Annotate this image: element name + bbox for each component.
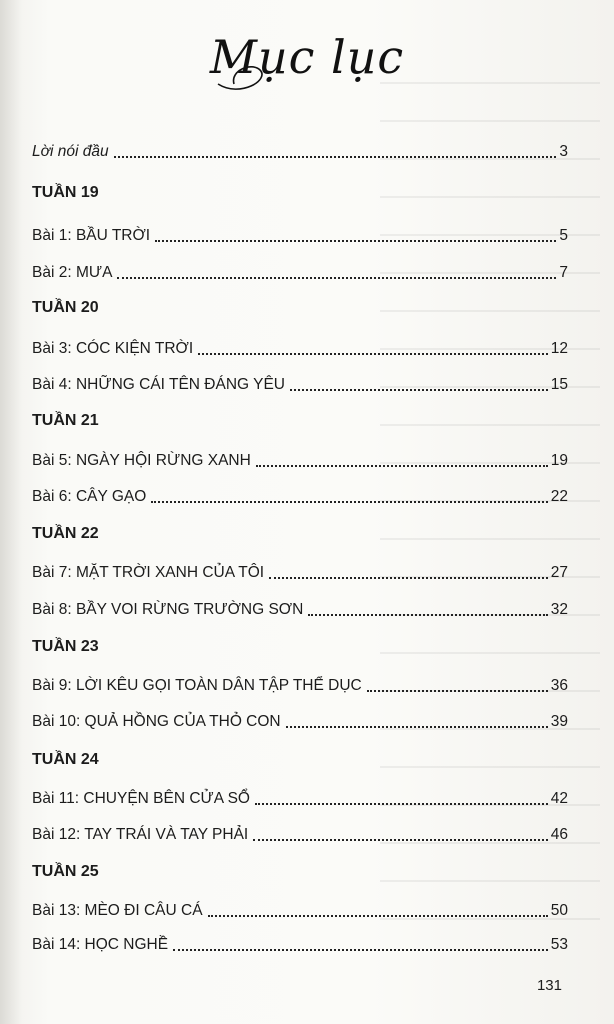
toc-entry-label: Bài 6: CÂY GẠO: [32, 488, 147, 505]
toc-entry-page: 39: [550, 713, 568, 730]
toc-entry-page: 15: [550, 376, 568, 393]
toc-entry-page: 53: [550, 936, 568, 953]
toc-entry: [32, 789, 568, 809]
toc-entry-label: Bài 9: LỜI KÊU GỌI TOÀN DÂN TẬP THỂ DỤC: [32, 677, 362, 694]
toc-entry-label: Bài 11: CHUYỆN BÊN CỬA SỔ: [32, 790, 250, 807]
toc-entry: [32, 226, 568, 246]
toc-entry: [32, 375, 568, 395]
toc-entry-label: Bài 5: NGÀY HỘI RỪNG XANH: [32, 452, 251, 469]
leader-dots: [290, 389, 548, 391]
toc-entry-label: Lời nói đầu: [32, 143, 109, 160]
toc-entry-page: 32: [550, 601, 568, 618]
toc-entry-page: 19: [550, 452, 568, 469]
toc-entry-page: 5: [559, 227, 568, 244]
page-title: Mục lục: [209, 30, 405, 84]
toc-entry-page: 27: [550, 564, 568, 581]
toc-entry: [32, 712, 568, 732]
toc-entry-page: 22: [550, 488, 568, 505]
toc-entry-label: Bài 4: NHỮNG CÁI TÊN ĐÁNG YÊU: [32, 376, 285, 393]
leader-dots: [286, 726, 548, 728]
leader-dots: [255, 803, 548, 805]
toc-entry-label: Bài 3: CÓC KIỆN TRỜI: [32, 340, 194, 357]
toc-entry-page: 46: [550, 826, 568, 843]
leader-dots: [269, 577, 548, 579]
toc-entry: [32, 487, 568, 507]
toc-entry: [32, 676, 568, 696]
toc-entry-page: 42: [550, 790, 568, 807]
toc-entry: [32, 600, 568, 620]
week-heading: TUẦN 23: [32, 638, 99, 655]
toc-entry: [32, 935, 568, 955]
toc-entry-page: 12: [550, 340, 568, 357]
leader-dots: [151, 501, 547, 503]
week-heading: TUẦN 19: [32, 184, 99, 201]
toc-entry: [32, 339, 568, 359]
leader-dots: [208, 915, 548, 917]
toc-entry-page: 7: [559, 264, 568, 281]
week-heading: TUẦN 24: [32, 751, 99, 768]
toc-entry-label: Bài 13: MÈO ĐI CÂU CÁ: [32, 902, 203, 919]
week-heading: TUẦN 20: [32, 299, 99, 316]
leader-dots: [367, 690, 548, 692]
toc-entry: [32, 825, 568, 845]
toc-entry-label: Bài 1: BẦU TRỜI: [32, 227, 151, 244]
toc-entry-page: 36: [550, 677, 568, 694]
toc-entry-label: Bài 7: MẶT TRỜI XANH CỦA TÔI: [32, 564, 265, 581]
toc-entry: [32, 901, 568, 921]
toc-entry-page: 3: [559, 143, 568, 160]
toc-entry-label: Bài 10: QUẢ HỒNG CỦA THỎ CON: [32, 713, 281, 730]
leader-dots: [155, 240, 556, 242]
leader-dots: [308, 614, 547, 616]
toc-entry-label: Bài 14: HỌC NGHỀ: [32, 936, 169, 953]
toc-entry: [32, 263, 568, 283]
week-heading: TUẦN 22: [32, 525, 99, 542]
leader-dots: [253, 839, 548, 841]
leader-dots: [117, 277, 556, 279]
toc-entry-label: Bài 2: MƯA: [32, 264, 113, 281]
toc-entry: [32, 142, 568, 162]
leader-dots: [114, 156, 557, 158]
toc-entry-page: 50: [550, 902, 568, 919]
leader-dots: [173, 949, 548, 951]
week-heading: TUẦN 25: [32, 863, 99, 880]
toc-entry: [32, 563, 568, 583]
toc-entry-label: Bài 12: TAY TRÁI VÀ TAY PHẢI: [32, 826, 249, 843]
week-heading: TUẦN 21: [32, 412, 99, 429]
leader-dots: [198, 353, 548, 355]
page-number: 131: [536, 977, 562, 994]
toc-entry-label: Bài 8: BẦY VOI RỪNG TRƯỜNG SƠN: [32, 601, 304, 618]
toc-entry: [32, 451, 568, 471]
leader-dots: [256, 465, 548, 467]
